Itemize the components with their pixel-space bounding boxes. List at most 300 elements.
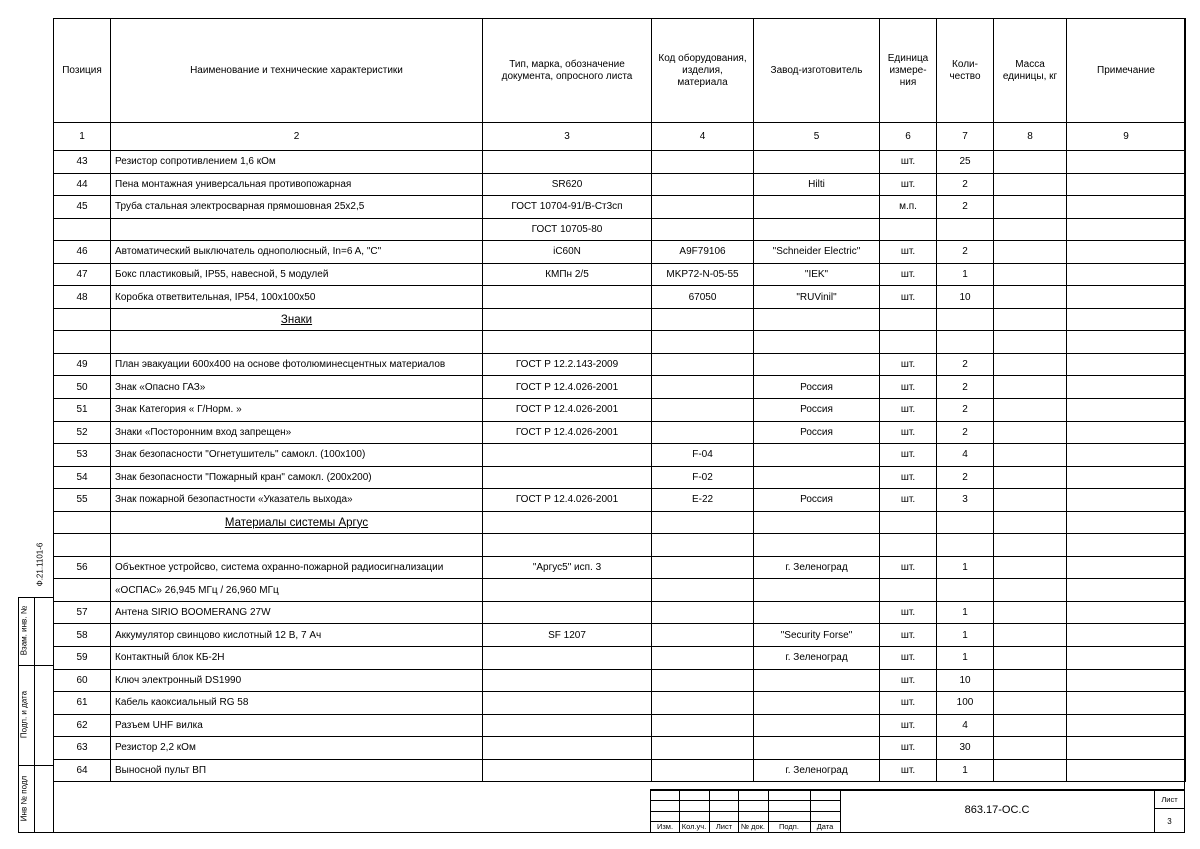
cell-code [652, 714, 754, 737]
cell-manufacturer [754, 444, 880, 467]
cell-code [652, 579, 754, 602]
cell-type [483, 511, 652, 534]
cell-mass [994, 601, 1067, 624]
cell-position: 56 [54, 556, 111, 579]
table-row [54, 647, 1186, 670]
cell-code: E-22 [652, 489, 754, 512]
cell-code [652, 669, 754, 692]
cell-position: 63 [54, 737, 111, 760]
table-row [54, 466, 1186, 489]
cell-code: MKP72-N-05-55 [652, 263, 754, 286]
cell-unit: м.п. [880, 196, 937, 219]
cell-name: Бокс пластиковый, IP55, навесной, 5 модулей [111, 263, 483, 286]
header-type: Тип, марка, обозначение документа, опросного листа [483, 19, 652, 123]
section-row [54, 511, 1186, 534]
cell-manufacturer [754, 714, 880, 737]
column-number: 5 [754, 123, 880, 151]
cell-unit: шт. [880, 399, 937, 422]
cell-code [652, 353, 754, 376]
cell-type [483, 737, 652, 760]
column-number: 1 [54, 123, 111, 151]
cell-note [1067, 353, 1186, 376]
cell-unit: шт. [880, 286, 937, 309]
cell-mass [994, 421, 1067, 444]
cell-type: КМПн 2/5 [483, 263, 652, 286]
cell-note [1067, 399, 1186, 422]
cell-quantity: 30 [937, 737, 994, 760]
cell-name: Автоматический выключатель однополюсный, In=6 A, "C" [111, 241, 483, 264]
cell-manufacturer [754, 579, 880, 602]
table-row [54, 353, 1186, 376]
cell-note [1067, 218, 1186, 241]
cell-type [483, 331, 652, 354]
cell-name [111, 218, 483, 241]
cell-mass [994, 737, 1067, 760]
cell-manufacturer: г. Зеленоград [754, 759, 880, 782]
cell-type [483, 308, 652, 331]
cell-code [652, 376, 754, 399]
cell-code: F-02 [652, 466, 754, 489]
cell-name: Разъем UHF вилка [111, 714, 483, 737]
stamp-izm: Изм. [656, 822, 674, 831]
cell-code [652, 647, 754, 670]
cell-mass [994, 218, 1067, 241]
cell-quantity: 3 [937, 489, 994, 512]
cell-type [483, 692, 652, 715]
cell-mass [994, 399, 1067, 422]
cell-position: 60 [54, 669, 111, 692]
cell-name: Ключ электронный DS1990 [111, 669, 483, 692]
cell-quantity: 1 [937, 601, 994, 624]
cell-manufacturer: Россия [754, 489, 880, 512]
table-row [54, 241, 1186, 264]
cell-note [1067, 669, 1186, 692]
cell-note [1067, 444, 1186, 467]
cell-note [1067, 601, 1186, 624]
cell-type [483, 286, 652, 309]
header-name: Наименование и технические характеристики [111, 19, 483, 123]
cell-position [54, 511, 111, 534]
cell-quantity: 2 [937, 421, 994, 444]
cell-quantity: 2 [937, 399, 994, 422]
podp-data-label: Подп. и дата [19, 690, 29, 739]
cell-note [1067, 692, 1186, 715]
cell-name: Знак безопасности "Огнетушитель" самокл. (100х100) [111, 444, 483, 467]
cell-manufacturer: Россия [754, 399, 880, 422]
table-row [54, 286, 1186, 309]
column-number-row [54, 123, 1186, 151]
column-number: 7 [937, 123, 994, 151]
cell-position: 44 [54, 173, 111, 196]
cell-unit [880, 511, 937, 534]
cell-type [483, 759, 652, 782]
cell-note [1067, 466, 1186, 489]
cell-quantity: 1 [937, 624, 994, 647]
table-row [54, 692, 1186, 715]
column-number: 4 [652, 123, 754, 151]
cell-position: 61 [54, 692, 111, 715]
cell-manufacturer [754, 353, 880, 376]
cell-unit: шт. [880, 647, 937, 670]
specification-table [53, 18, 1186, 782]
cell-mass [994, 353, 1067, 376]
cell-type: ГОСТ Р 12.4.026-2001 [483, 376, 652, 399]
cell-name: Знак Категория « Г/Норм. » [111, 399, 483, 422]
cell-code [652, 331, 754, 354]
cell-position [54, 218, 111, 241]
table-row [54, 421, 1186, 444]
cell-unit: шт. [880, 489, 937, 512]
header-unit: Единица измере-ния [880, 19, 937, 123]
cell-code [652, 151, 754, 174]
cell-type [483, 669, 652, 692]
section-title-text: Знаки [280, 313, 313, 326]
cell-code [652, 534, 754, 557]
cell-type [483, 444, 652, 467]
section-title [111, 308, 483, 331]
cell-unit: шт. [880, 714, 937, 737]
cell-code [652, 737, 754, 760]
cell-code [652, 173, 754, 196]
cell-code [652, 196, 754, 219]
cell-unit [880, 308, 937, 331]
table-row [54, 669, 1186, 692]
cell-manufacturer: "Security Forse" [754, 624, 880, 647]
cell-unit: шт. [880, 263, 937, 286]
cell-unit: шт. [880, 466, 937, 489]
cell-type: SR620 [483, 173, 652, 196]
cell-name: Знак безопасности "Пожарный кран" самокл. (200х200) [111, 466, 483, 489]
cell-manufacturer [754, 534, 880, 557]
cell-mass [994, 151, 1067, 174]
table-row [54, 444, 1186, 467]
cell-unit [880, 579, 937, 602]
cell-unit: шт. [880, 173, 937, 196]
cell-position: 59 [54, 647, 111, 670]
cell-name: Объектное устройсво, система охранно-пожарной радиосигнализации [111, 556, 483, 579]
cell-manufacturer [754, 601, 880, 624]
cell-mass [994, 624, 1067, 647]
cell-mass [994, 286, 1067, 309]
cell-code: 67050 [652, 286, 754, 309]
table-row [54, 218, 1186, 241]
stamp-podp: Подп. [779, 822, 799, 831]
cell-mass [994, 692, 1067, 715]
table-row [54, 624, 1186, 647]
cell-code [652, 601, 754, 624]
cell-mass [994, 759, 1067, 782]
stamp-n-dok: № док. [740, 822, 766, 831]
cell-name: Знак «Опасно ГАЗ» [111, 376, 483, 399]
cell-mass [994, 196, 1067, 219]
cell-mass [994, 579, 1067, 602]
cell-manufacturer: г. Зеленоград [754, 647, 880, 670]
cell-type: ГОСТ Р 12.4.026-2001 [483, 489, 652, 512]
cell-position: 50 [54, 376, 111, 399]
cell-mass [994, 331, 1067, 354]
cell-type [483, 466, 652, 489]
cell-quantity: 1 [937, 759, 994, 782]
cell-unit: шт. [880, 669, 937, 692]
cell-position: 51 [54, 399, 111, 422]
cell-type [483, 647, 652, 670]
cell-quantity: 4 [937, 714, 994, 737]
column-number: 2 [111, 123, 483, 151]
cell-unit: шт. [880, 759, 937, 782]
cell-name: Резистор 2,2 кОм [111, 737, 483, 760]
cell-code [652, 692, 754, 715]
cell-note [1067, 286, 1186, 309]
cell-code [652, 308, 754, 331]
cell-mass [994, 489, 1067, 512]
cell-code: F-04 [652, 444, 754, 467]
cell-mass [994, 511, 1067, 534]
column-number: 9 [1067, 123, 1186, 151]
section-title [111, 511, 483, 534]
stamp-kol-uch: Кол.уч. [681, 822, 707, 831]
cell-name: Контактный блок КБ-2Н [111, 647, 483, 670]
cell-unit: шт. [880, 737, 937, 760]
cell-position [54, 308, 111, 331]
cell-position: 64 [54, 759, 111, 782]
cell-note [1067, 196, 1186, 219]
cell-manufacturer: г. Зеленоград [754, 556, 880, 579]
cell-type: ГОСТ 10705-80 [483, 218, 652, 241]
cell-position: 49 [54, 353, 111, 376]
cell-unit [880, 534, 937, 557]
cell-note [1067, 376, 1186, 399]
cell-manufacturer: "Schneider Electric" [754, 241, 880, 264]
cell-position: 46 [54, 241, 111, 264]
cell-name: Аккумулятор свинцово кислотный 12 В, 7 Ач [111, 624, 483, 647]
section-title-text: Материалы системы Аргус [224, 516, 369, 529]
cell-position: 62 [54, 714, 111, 737]
table-row [54, 489, 1186, 512]
cell-note [1067, 263, 1186, 286]
cell-position: 53 [54, 444, 111, 467]
cell-unit: шт. [880, 692, 937, 715]
cell-mass [994, 308, 1067, 331]
cell-name: «ОСПАС» 26,945 МГц / 26,960 МГц [111, 579, 483, 602]
cell-position: 47 [54, 263, 111, 286]
cell-mass [994, 173, 1067, 196]
cell-quantity [937, 331, 994, 354]
cell-position: 43 [54, 151, 111, 174]
table-row [54, 737, 1186, 760]
cell-quantity: 2 [937, 241, 994, 264]
cell-unit [880, 218, 937, 241]
table-row [54, 196, 1186, 219]
cell-position: 48 [54, 286, 111, 309]
table-row [54, 173, 1186, 196]
cell-manufacturer [754, 308, 880, 331]
cell-manufacturer: "RUVinil" [754, 286, 880, 309]
table-header-row [54, 19, 1186, 123]
cell-manufacturer [754, 692, 880, 715]
table-row [54, 601, 1186, 624]
cell-manufacturer: "IEK" [754, 263, 880, 286]
cell-note [1067, 308, 1186, 331]
cell-note [1067, 489, 1186, 512]
cell-note [1067, 556, 1186, 579]
form-code-label: Ф.21.1101-6 [35, 542, 45, 587]
cell-manufacturer [754, 737, 880, 760]
stamp-list: Лист [715, 822, 733, 831]
cell-mass [994, 241, 1067, 264]
cell-mass [994, 263, 1067, 286]
cell-manufacturer [754, 511, 880, 534]
cell-type [483, 601, 652, 624]
cell-note [1067, 511, 1186, 534]
cell-note [1067, 151, 1186, 174]
cell-type [483, 714, 652, 737]
cell-note [1067, 714, 1186, 737]
cell-unit: шт. [880, 421, 937, 444]
cell-type [483, 579, 652, 602]
cell-position: 45 [54, 196, 111, 219]
cell-quantity: 4 [937, 444, 994, 467]
cell-note [1067, 173, 1186, 196]
cell-unit: шт. [880, 624, 937, 647]
cell-mass [994, 714, 1067, 737]
cell-name: Знаки «Посторонним вход запрещен» [111, 421, 483, 444]
stamp-data: Дата [816, 822, 834, 831]
cell-position: 52 [54, 421, 111, 444]
cell-position: 54 [54, 466, 111, 489]
cell-type: iC60N [483, 241, 652, 264]
cell-mass [994, 647, 1067, 670]
cell-manufacturer [754, 151, 880, 174]
cell-code [652, 511, 754, 534]
header-mass: Масса единицы, кг [994, 19, 1067, 123]
cell-mass [994, 376, 1067, 399]
cell-note [1067, 421, 1186, 444]
column-number: 3 [483, 123, 652, 151]
cell-note [1067, 579, 1186, 602]
cell-note [1067, 647, 1186, 670]
cell-code [652, 624, 754, 647]
cell-quantity: 2 [937, 376, 994, 399]
cell-name: Резистор сопротивлением 1,6 кОм [111, 151, 483, 174]
table-row [54, 759, 1186, 782]
vzam-inv-label: Взам. инв. № [19, 605, 29, 656]
cell-name: Коробка ответвительная, IP54, 100х100х50 [111, 286, 483, 309]
table-row [54, 579, 1186, 602]
cell-name [111, 534, 483, 557]
table-row [54, 556, 1186, 579]
cell-unit: шт. [880, 601, 937, 624]
cell-quantity: 2 [937, 353, 994, 376]
cell-quantity: 1 [937, 263, 994, 286]
cell-manufacturer [754, 218, 880, 241]
cell-quantity: 25 [937, 151, 994, 174]
cell-type: ГОСТ 10704-91/В-Ст3сп [483, 196, 652, 219]
cell-note [1067, 759, 1186, 782]
cell-name: Пена монтажная универсальная противопожарная [111, 173, 483, 196]
cell-note [1067, 737, 1186, 760]
cell-quantity: 1 [937, 647, 994, 670]
cell-quantity [937, 511, 994, 534]
header-position: Позиция [54, 19, 111, 123]
cell-quantity: 2 [937, 466, 994, 489]
cell-manufacturer [754, 196, 880, 219]
cell-position [54, 534, 111, 557]
header-manufacturer: Завод-изготовитель [754, 19, 880, 123]
cell-mass [994, 669, 1067, 692]
cell-note [1067, 624, 1186, 647]
sheet-number: 3 [1167, 817, 1172, 826]
cell-mass [994, 556, 1067, 579]
cell-position [54, 579, 111, 602]
cell-code [652, 759, 754, 782]
cell-name [111, 331, 483, 354]
cell-manufacturer [754, 466, 880, 489]
cell-unit: шт. [880, 151, 937, 174]
table-row [54, 534, 1186, 557]
column-number: 8 [994, 123, 1067, 151]
cell-position: 58 [54, 624, 111, 647]
cell-note [1067, 241, 1186, 264]
header-code: Код оборудования, изделия, материала [652, 19, 754, 123]
header-note: Примечание [1067, 19, 1186, 123]
cell-quantity [937, 579, 994, 602]
cell-position: 55 [54, 489, 111, 512]
cell-code [652, 399, 754, 422]
column-number: 6 [880, 123, 937, 151]
cell-type [483, 151, 652, 174]
table-row [54, 399, 1186, 422]
cell-quantity [937, 534, 994, 557]
cell-manufacturer [754, 669, 880, 692]
cell-unit: шт. [880, 353, 937, 376]
cell-mass [994, 466, 1067, 489]
cell-quantity [937, 218, 994, 241]
table-row [54, 151, 1186, 174]
cell-position: 57 [54, 601, 111, 624]
cell-position [54, 331, 111, 354]
cell-manufacturer: Россия [754, 421, 880, 444]
cell-code [652, 556, 754, 579]
cell-type: SF 1207 [483, 624, 652, 647]
sheet-label: Лист [1161, 795, 1178, 804]
cell-quantity: 100 [937, 692, 994, 715]
cell-type [483, 534, 652, 557]
cell-type: ГОСТ Р 12.4.026-2001 [483, 421, 652, 444]
table-row [54, 714, 1186, 737]
cell-name: Знак пожарной безопастности «Указатель выхода» [111, 489, 483, 512]
cell-manufacturer [754, 331, 880, 354]
cell-unit: шт. [880, 376, 937, 399]
cell-name: Выносной пульт ВП [111, 759, 483, 782]
cell-code: A9F79106 [652, 241, 754, 264]
cell-manufacturer: Россия [754, 376, 880, 399]
cell-quantity [937, 308, 994, 331]
cell-quantity: 10 [937, 669, 994, 692]
cell-note [1067, 331, 1186, 354]
cell-quantity: 2 [937, 196, 994, 219]
cell-unit: шт. [880, 444, 937, 467]
cell-quantity: 2 [937, 173, 994, 196]
cell-mass [994, 444, 1067, 467]
table-row [54, 331, 1186, 354]
cell-code [652, 218, 754, 241]
cell-type: "Аргус5" исп. 3 [483, 556, 652, 579]
cell-type: ГОСТ Р 12.4.026-2001 [483, 399, 652, 422]
cell-mass [994, 534, 1067, 557]
cell-manufacturer: Hilti [754, 173, 880, 196]
cell-name: Труба стальная электросварная прямошовная 25х2,5 [111, 196, 483, 219]
cell-name: План эвакуации 600х400 на основе фотолюминесцентных материалов [111, 353, 483, 376]
